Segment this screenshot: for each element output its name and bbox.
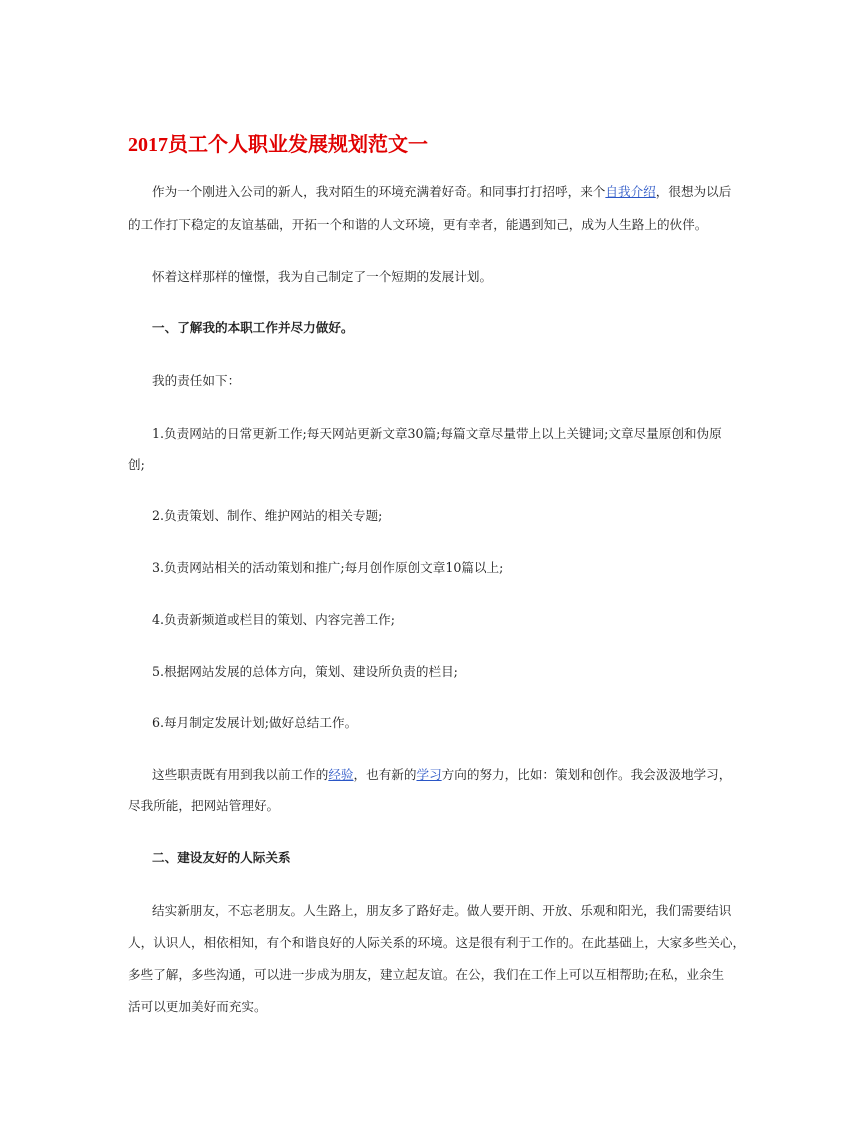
text-line bbox=[152, 559, 503, 577]
text-line bbox=[152, 372, 240, 390]
text-line bbox=[152, 714, 357, 732]
text-line bbox=[128, 456, 145, 474]
text-segment: 3.负责网站相关的活动策划和推广;每月创作原创文章10篇以上; bbox=[152, 560, 504, 575]
text-line bbox=[152, 663, 458, 681]
text-segment: ，很想为以后 bbox=[655, 184, 732, 199]
text-segment: 的工作打下稳定的友谊基础，开拓一个和谐的人文环境，更有幸者，能遇到知己，成为人生路上的伙伴。 bbox=[128, 217, 708, 232]
text-segment: 方向的努力，比如：策划和创作。我会汲汲地学习， bbox=[441, 767, 732, 782]
text-line bbox=[128, 966, 724, 984]
text-line bbox=[152, 902, 731, 920]
text-segment: 5.根据网站发展的总体方向，策划、建设所负责的栏目; bbox=[152, 664, 458, 679]
text-segment: 结实新朋友，不忘老朋友。人生路上，朋友多了路好走。做人要开朗、开放、乐观和阳光，我们需要结识 bbox=[152, 903, 732, 918]
section-heading bbox=[152, 319, 354, 337]
text-segment: 我的责任如下： bbox=[152, 373, 241, 388]
section-heading bbox=[152, 849, 291, 867]
text-segment: 活可以更加美好而充实。 bbox=[128, 999, 267, 1014]
text-line bbox=[152, 425, 722, 443]
inline-link[interactable]: 学习 bbox=[416, 767, 442, 782]
text-segment: 怀着这样那样的憧憬，我为自己制定了一个短期的发展计划。 bbox=[152, 269, 493, 284]
text-line bbox=[128, 797, 279, 815]
text-line bbox=[128, 998, 267, 1016]
text-segment: 一、了解我的本职工作并尽力做好。 bbox=[152, 320, 354, 335]
text-segment: 2.负责策划、制作、维护网站的相关专题; bbox=[152, 508, 383, 523]
document-title: 2017员工个人职业发展规划范文一 bbox=[128, 134, 428, 156]
text-segment: 人，认识人，相依相知，有个和谐良好的人际关系的环境。这是很有利于工作的。在此基础上，大家多些关心， bbox=[128, 935, 746, 950]
text-segment: 二、建设友好的人际关系 bbox=[152, 850, 291, 865]
text-line bbox=[152, 268, 492, 286]
text-line bbox=[152, 183, 731, 201]
text-segment: ，也有新的 bbox=[353, 767, 417, 782]
text-segment: 6.每月制定发展计划;做好总结工作。 bbox=[152, 715, 358, 730]
text-segment: 这些职责既有用到我以前工作的 bbox=[152, 767, 329, 782]
text-segment: 创; bbox=[128, 457, 145, 472]
inline-link[interactable]: 经验 bbox=[328, 767, 354, 782]
text-segment: 尽我所能，把网站管理好。 bbox=[128, 798, 280, 813]
text-line bbox=[128, 934, 745, 952]
text-line bbox=[128, 216, 707, 234]
text-segment: 作为一个刚进入公司的新人，我对陌生的环境充满着好奇。和同事打打招呼，来个 bbox=[152, 184, 606, 199]
text-line bbox=[152, 507, 382, 525]
text-segment: 4.负责新频道或栏目的策划、内容完善工作; bbox=[152, 612, 395, 627]
text-segment: 多些了解，多些沟通，可以进一步成为朋友，建立起友谊。在公，我们在工作上可以互相帮助;在私，业余生 bbox=[128, 967, 725, 982]
inline-link[interactable]: 自我介绍 bbox=[605, 184, 656, 199]
text-line bbox=[152, 611, 395, 629]
text-line bbox=[152, 766, 731, 784]
text-segment: 1.负责网站的日常更新工作;每天网站更新文章30篇;每篇文章尽量带上以上关键词;文章尽量原创和伪原 bbox=[152, 426, 722, 441]
